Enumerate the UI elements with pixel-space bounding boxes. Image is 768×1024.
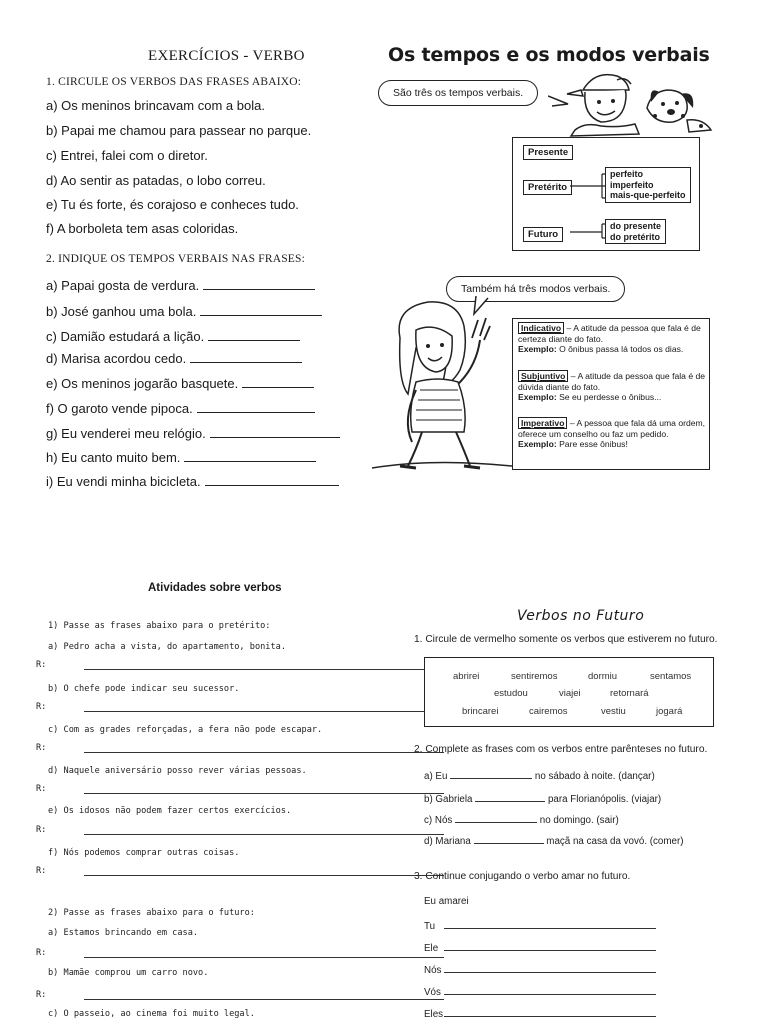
answer-line[interactable] [36, 743, 46, 753]
answer-blank[interactable] [475, 791, 545, 802]
answer-blank[interactable] [455, 812, 537, 823]
tense-futuro: Futuro [523, 227, 563, 242]
answer-line[interactable] [36, 825, 46, 835]
answer-blank[interactable] [205, 473, 339, 486]
kind-do-presente: do presente [610, 221, 662, 231]
br-q2-item-a [424, 768, 655, 782]
word[interactable]: vestiu [601, 706, 626, 717]
q1-item-d: d) Ao sentir as patadas, o lobo correu. [46, 173, 266, 188]
answer-line[interactable] [36, 948, 46, 958]
item-prefix: a) Eu [424, 771, 448, 782]
answer-line[interactable] [36, 660, 46, 670]
mode-imperativo [518, 418, 706, 450]
q1-item-a: a) Os meninos brincavam com a bola. [46, 98, 265, 113]
answer-label: R: [36, 866, 47, 876]
br-q1: 1. Circule de vermelho somente os verbos que estiverem no futuro. [414, 634, 718, 645]
answer-label: R: [36, 784, 47, 794]
tense-presente: Presente [523, 145, 573, 160]
br-q2-item-c [424, 812, 619, 826]
answer-label: R: [36, 660, 47, 670]
answer-blank[interactable] [474, 833, 544, 844]
q2-item-a-text: a) Papai gosta de verdura. [46, 278, 200, 293]
example-label: Exemplo: [518, 344, 557, 354]
word[interactable]: sentiremos [511, 671, 558, 682]
br-q3: 3. Continue conjugando o verbo amar no futuro. [414, 871, 631, 882]
bl-q1-item-c: c) Com as grades reforçadas, a fera não pode escapar. [48, 725, 323, 735]
mode-subjuntivo [518, 371, 706, 403]
br-q2-item-b [424, 791, 661, 805]
conj-first: Eu amarei [424, 896, 469, 907]
word[interactable]: retornará [610, 688, 649, 699]
answer-label: R: [36, 948, 47, 958]
q2-item-f [46, 400, 315, 416]
conj-row-eles [424, 1006, 656, 1020]
word[interactable]: cairemos [529, 706, 568, 717]
kind-do-preterito: do pretérito [610, 231, 661, 242]
answer-blank[interactable] [197, 400, 315, 413]
q2-item-f-text: f) O garoto vende pipoca. [46, 401, 193, 416]
item-suffix: maçã na casa da vovó. (comer) [546, 836, 684, 847]
q2-item-e [46, 375, 314, 391]
answer-blank[interactable] [200, 303, 322, 316]
example-label: Exemplo: [518, 439, 557, 449]
q2-item-i [46, 473, 339, 489]
future-verbs-title: Verbos no Futuro [517, 608, 645, 624]
answer-blank[interactable] [444, 962, 656, 973]
mode-indicativo [518, 323, 706, 355]
q1-item-e: e) Tu és forte, és corajoso e conheces tudo. [46, 197, 299, 212]
answer-label: R: [36, 990, 47, 1000]
item-prefix: b) Gabriela [424, 794, 473, 805]
mode-desc: – A pessoa que fala dá uma ordem, oferece um conselho ou faz um pedido. [518, 418, 706, 439]
speech-bubble-tenses: São três os tempos verbais. [378, 80, 538, 106]
q2-item-g [46, 425, 340, 441]
mode-example: Se eu perdesse o ônibus... [556, 392, 662, 402]
example-label: Exemplo: [518, 392, 557, 402]
mode-name: Imperativo [518, 417, 567, 429]
pronoun: Ele [424, 943, 439, 954]
exercise-title: EXERCÍCIOS - VERBO [148, 48, 305, 64]
bl-q1-item-a: a) Pedro acha a vista, do apartamento, bonita. [48, 642, 286, 652]
q2-item-b [46, 303, 322, 319]
q2-item-d [46, 350, 302, 366]
mode-desc: – A atitude da pessoa que fala é de certeza diante do fato. [518, 323, 701, 344]
pronoun: Eles [424, 1009, 444, 1020]
word[interactable]: brincarei [462, 706, 499, 717]
item-prefix: c) Nós [424, 815, 453, 826]
answer-blank[interactable] [210, 425, 340, 438]
item-suffix: para Florianópolis. (viajar) [547, 794, 662, 805]
answer-label: R: [36, 825, 47, 835]
item-suffix: no sábado à noite. (dançar) [534, 771, 655, 782]
answer-blank[interactable] [444, 940, 656, 951]
q2-item-c [46, 328, 300, 344]
tenses-title: Os tempos e os modos verbais [388, 44, 710, 66]
pronoun: Vós [424, 987, 441, 998]
q1-heading: 1. CIRCULE OS VERBOS DAS FRASES ABAIXO: [46, 76, 302, 88]
q2-item-d-text: d) Marisa acordou cedo. [46, 351, 187, 366]
preterito-kinds [605, 167, 691, 203]
bl-q1-item-d: d) Naquele aniversário posso rever várias pessoas. [48, 766, 307, 776]
answer-blank[interactable] [203, 277, 315, 290]
bubble-tail [470, 296, 494, 316]
futuro-kinds [605, 219, 666, 244]
conj-row-vos [424, 984, 656, 998]
conj-row-ele [424, 940, 656, 954]
word[interactable]: viajei [559, 688, 581, 699]
q1-item-f: f) A borboleta tem asas coloridas. [46, 221, 239, 236]
answer-label: R: [36, 743, 47, 753]
q2-item-c-text: c) Damião estudará a lição. [46, 329, 205, 344]
word[interactable]: jogará [656, 706, 683, 717]
tense-arrows [568, 166, 608, 244]
word[interactable]: sentamos [650, 671, 692, 682]
boy-and-dog-illustration [555, 68, 715, 138]
mode-example: Pare esse ônibus! [556, 439, 628, 449]
bl-q2-item-b: b) Mamãe comprou um carro novo. [48, 968, 209, 978]
word[interactable]: estudou [494, 688, 528, 699]
answer-blank[interactable] [444, 918, 656, 929]
answer-blank[interactable] [444, 984, 656, 995]
q2-item-a [46, 277, 315, 293]
q1-item-c: c) Entrei, falei com o diretor. [46, 148, 208, 163]
answer-blank[interactable] [208, 328, 300, 341]
answer-line[interactable] [36, 702, 46, 712]
answer-blank[interactable] [450, 768, 532, 779]
kind-mais-que-perfeito: mais-que-perfeito [610, 190, 686, 200]
girl-illustration [372, 290, 522, 490]
item-suffix: no domingo. (sair) [539, 815, 619, 826]
word[interactable]: dormiu [588, 671, 618, 682]
answer-line[interactable] [36, 990, 46, 1000]
answer-blank[interactable] [444, 1006, 656, 1017]
answer-line[interactable] [36, 784, 46, 794]
mode-name: Subjuntivo [518, 370, 568, 382]
bl-q1-item-b: b) O chefe pode indicar seu sucessor. [48, 684, 240, 694]
kind-perfeito: perfeito [610, 169, 644, 179]
answer-label: R: [36, 702, 47, 712]
kind-imperfeito: imperfeito [610, 179, 654, 190]
item-prefix: d) Mariana [424, 836, 471, 847]
br-q2: 2. Complete as frases com os verbos entre parênteses no futuro. [414, 744, 708, 755]
bl-q1-item-e: e) Os idosos não podem fazer certos exercícios. [48, 806, 292, 816]
bl-q2-heading: 2) Passe as frases abaixo para o futuro: [48, 908, 255, 918]
bl-q1-item-f: f) Nós podemos comprar outras coisas. [48, 848, 240, 858]
q2-item-h [46, 449, 316, 465]
mode-name: Indicativo [518, 322, 564, 334]
bl-q2-item-c: c) O passeio, ao cinema foi muito legal. [48, 1009, 255, 1019]
pronoun: Tu [424, 921, 436, 932]
mode-example: O ônibus passa lá todos os dias. [556, 344, 684, 354]
answer-blank[interactable] [184, 449, 316, 462]
q2-item-h-text: h) Eu canto muito bem. [46, 450, 181, 465]
speech-bubble-modes: Também há três modos verbais. [446, 276, 625, 302]
q2-item-e-text: e) Os meninos jogarão basquete. [46, 376, 239, 391]
tense-preterito: Pretérito [523, 180, 572, 195]
q2-item-g-text: g) Eu venderei meu relógio. [46, 426, 206, 441]
conj-row-tu [424, 918, 656, 932]
pronoun: Nós [424, 965, 442, 976]
bl-q1-heading: 1) Passe as frases abaixo para o pretérito: [48, 621, 271, 631]
conj-row-nos [424, 962, 656, 976]
bubble-tail [548, 94, 570, 108]
q2-item-b-text: b) José ganhou uma bola. [46, 304, 197, 319]
answer-blank[interactable] [190, 350, 302, 363]
answer-blank[interactable] [242, 375, 314, 388]
activities-title: Atividades sobre verbos [148, 582, 282, 594]
br-q2-item-d [424, 833, 684, 847]
bl-q2-item-a: a) Estamos brincando em casa. [48, 928, 199, 938]
q2-item-i-text: i) Eu vendi minha bicicleta. [46, 474, 201, 489]
q1-item-b: b) Papai me chamou para passear no parque. [46, 123, 312, 138]
answer-line[interactable] [36, 866, 46, 876]
mode-desc: – A atitude da pessoa que fala é de dúvida diante do fato. [518, 371, 706, 392]
word[interactable]: abrirei [453, 671, 480, 682]
q2-heading: 2. INDIQUE OS TEMPOS VERBAIS NAS FRASES: [46, 253, 306, 265]
